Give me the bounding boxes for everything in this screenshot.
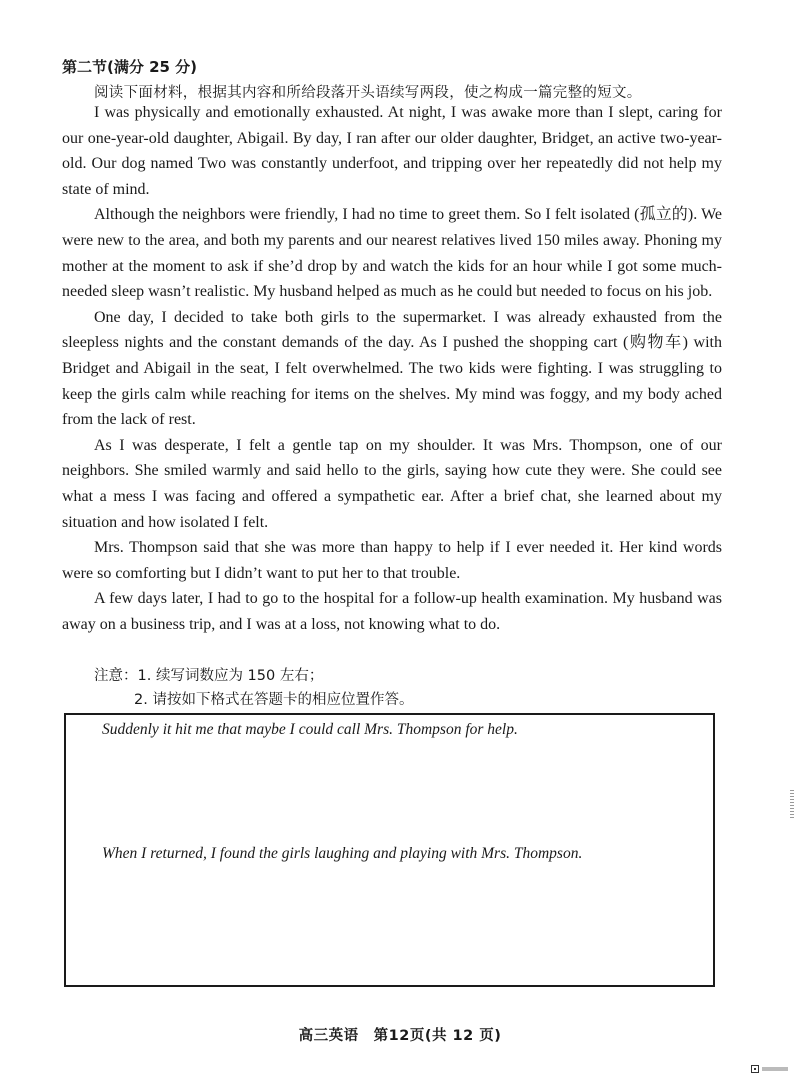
- notes: [94, 664, 413, 712]
- passage-paragraph: I was physically and emotionally exhausted. At night, I was awake more than I slept, caring for our one-year-old daughter, Abigail. By day, I ran after our older daughter, Bridget, an active two-year-old. Our dog named Two was constantly underfoot, and tripping over her repeatedly did not help my state of mind.: [62, 104, 722, 198]
- note-item: 注意：1. 续写词数应为 150 左右；: [94, 668, 324, 684]
- continuation-opening-1: Suddenly it hit me that maybe I could call Mrs. Thompson for help.: [102, 721, 518, 738]
- watermark-icon: [762, 1067, 788, 1071]
- qr-code-icon: [751, 1065, 759, 1073]
- continuation-opening-2: When I returned, I found the girls laughing and playing with Mrs. Thompson.: [102, 845, 583, 862]
- page-footer: 高三英语 第12页(共 12 页): [298, 1028, 502, 1044]
- passage-paragraph: A few days later, I had to go to the hospital for a follow-up health examination. My husband was away on a business trip, and I was at a loss, not knowing what to do.: [62, 590, 722, 633]
- passage-paragraph: One day, I decided to take both girls to the supermarket. I was already exhausted from the sleepless nights and the constant demands of the day. As I pushed the shopping cart (购物车) with Bridget and Abigail in the seat, I felt overwhelmed. The two kids were fighting. I was struggling to keep the girls calm while reaching for items on the shelves. My mind was foggy, and my body ached from the lack of rest.: [62, 308, 722, 429]
- passage-paragraph: Mrs. Thompson said that she was more than happy to help if I ever needed it. Her kind words were so comforting but I didn’t want to put her to that trouble.: [62, 539, 722, 582]
- passage-paragraph: As I was desperate, I felt a gentle tap on my shoulder. It was Mrs. Thompson, one of our neighbors. She smiled warmly and said hello to the girls, saying how cute they were. She could see what a mess I was facing and offered a sympathetic ear. After a brief chat, she learned about my situation and how isolated I felt.: [62, 436, 722, 531]
- scanner-watermark: [751, 1065, 788, 1073]
- answer-box: [64, 713, 715, 987]
- note-item: 2. 请按如下格式在答题卡的相应位置作答。: [134, 692, 414, 708]
- section-title: 第二节(满分 25 分): [62, 58, 198, 76]
- scanner-mark-icon: [790, 790, 794, 818]
- reading-passage: [62, 100, 722, 637]
- passage-paragraph: Although the neighbors were friendly, I had no time to greet them. So I felt isolated (孤立的). We were new to the area, and both my parents and our nearest relatives lived 150 miles away. Phoning my mother at the moment to ask if she’d drop by and watch the kids for an hour while I got some much-needed sleep wasn’t realistic. My husband helped as much as he could but needed to focus on his job.: [62, 206, 722, 301]
- instruction-text: 阅读下面材料，根据其内容和所给段落开头语续写两段，使之构成一篇完整的短文。: [94, 85, 642, 101]
